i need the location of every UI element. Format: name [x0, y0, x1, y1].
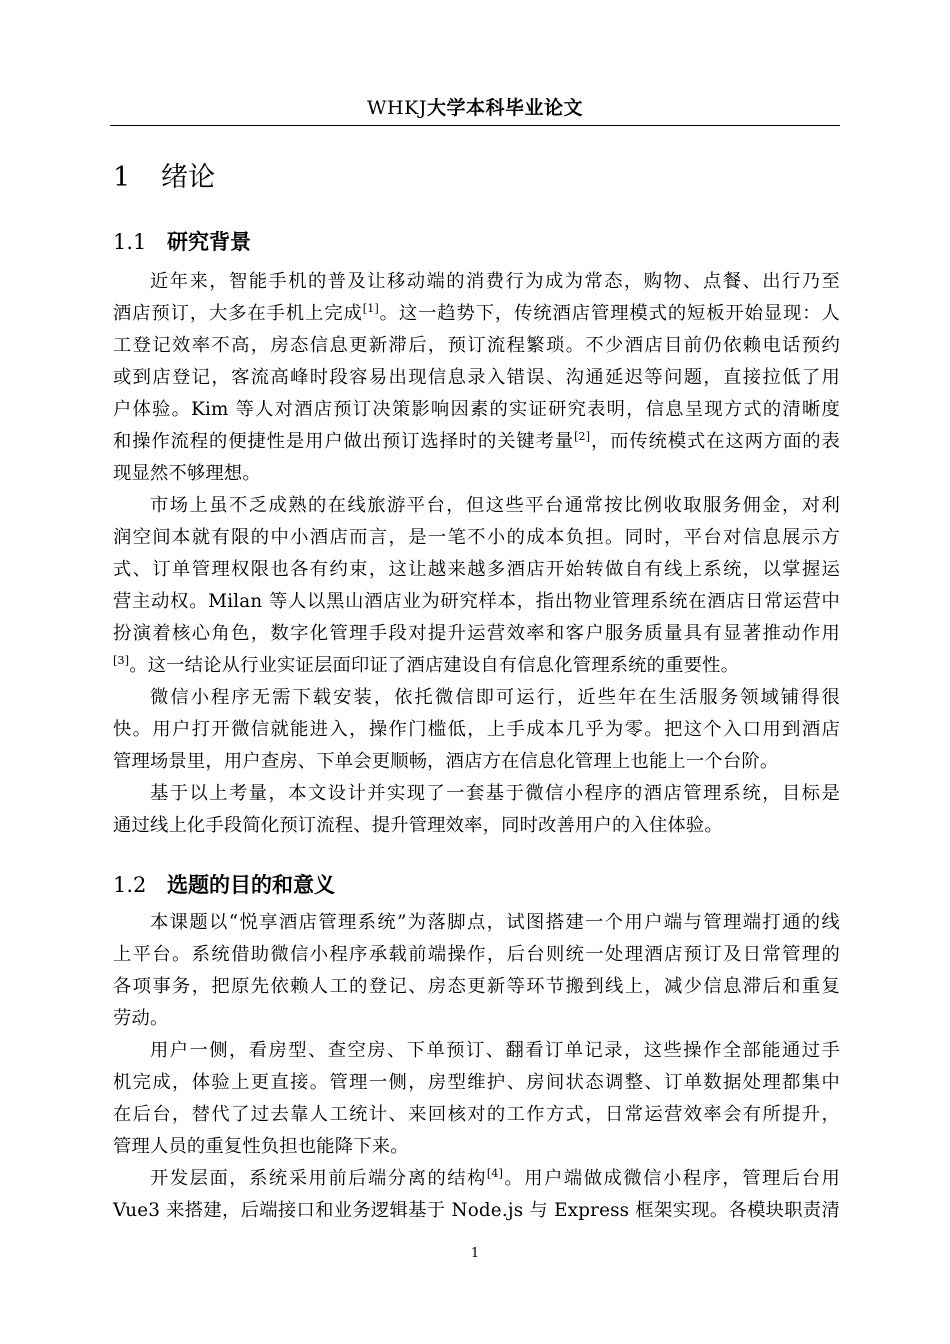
text-run: 现显然不够理想。	[113, 463, 261, 484]
text-line	[113, 618, 840, 650]
text-line	[150, 490, 840, 522]
page-number: 1	[470, 1246, 480, 1261]
text-run: 各项事务，把原先依赖人工的登记、房态更新等环节搬到线上，减少信息滞后和重复	[113, 976, 840, 997]
text-line	[113, 298, 840, 330]
text-line	[113, 1195, 840, 1227]
text-run: 近年来，智能手机的普及让移动端的消费行为成为常态，购物、点餐、出行乃至	[150, 271, 840, 292]
text-line	[113, 810, 840, 842]
text-run: 市场上虽不乏成熟的在线旅游平台，但这些平台通常按比例收取服务佣金，对利	[150, 495, 840, 516]
text-run: 户体验。Kim 等人对酒店预订决策影响因素的实证研究表明，信息呈现方式的清晰度	[113, 399, 840, 420]
text-line	[113, 426, 840, 458]
text-run: 。用户端做成微信小程序，管理后台用	[503, 1168, 840, 1189]
section-number: 1.1	[113, 230, 147, 254]
text-line	[113, 746, 840, 778]
header-cjk: 大学本科毕业论文	[426, 97, 583, 119]
header-latin: WHKJ	[367, 97, 427, 119]
text-run: 营主动权。Milan 等人以黑山酒店业为研究样本，指出物业管理系统在酒店日常运营中	[113, 591, 840, 612]
text-run: 或到店登记，客流高峰时段容易出现信息录入错误、沟通延迟等问题，直接拉低了用	[113, 367, 840, 388]
text-run: 工登记效率不高，房态信息更新滞后，预订流程繁琐。不少酒店目前仍依赖电话预约	[113, 335, 840, 356]
text-line	[113, 1131, 840, 1163]
running-header	[110, 93, 840, 120]
text-run: 和操作流程的便捷性是用户做出预订选择时的关键考量	[113, 431, 575, 452]
text-line	[113, 714, 840, 746]
text-run: 扮演着核心角色，数字化管理手段对提升运营效率和客户服务质量具有显著推动作用	[113, 623, 840, 644]
text-line	[113, 650, 840, 682]
text-line	[113, 362, 840, 394]
text-line	[113, 971, 840, 1003]
text-line	[113, 522, 840, 554]
header-rule	[110, 125, 840, 126]
text-line	[150, 1035, 840, 1067]
chapter-title	[113, 155, 215, 194]
text-line	[113, 1099, 840, 1131]
text-run: 微信小程序无需下载安装，依托微信即可运行，近些年在生活服务领域铺得很	[150, 687, 840, 708]
text-run: 管理人员的重复性负担也能降下来。	[113, 1136, 409, 1157]
text-line	[150, 682, 840, 714]
text-run: 基于以上考量，本文设计并实现了一套基于微信小程序的酒店管理系统，目标是	[150, 783, 840, 804]
section-heading-1-2	[113, 869, 335, 899]
text-run: 。这一结论从行业实证层面印证了酒店建设自有信息化管理系统的重要性。	[129, 655, 740, 676]
text-run: ，而传统模式在这两方面的表	[590, 431, 840, 452]
text-line	[113, 1003, 840, 1035]
citation-ref: [1]	[362, 302, 379, 315]
text-line	[113, 330, 840, 362]
text-line	[113, 394, 840, 426]
text-line	[113, 554, 840, 586]
text-line	[150, 266, 840, 298]
text-run: 用户一侧，看房型、查空房、下单预订、翻看订单记录，这些操作全部能通过手	[150, 1040, 840, 1061]
chapter-number: 1	[113, 162, 131, 193]
text-run: 式、订单管理权限也各有约束，这让越来越多酒店开始转做自有线上系统，以掌握运	[113, 559, 840, 580]
text-run: 快。用户打开微信就能进入，操作门槛低，上手成本几乎为零。把这个入口用到酒店	[113, 719, 840, 740]
text-line	[150, 778, 840, 810]
section-heading-1-1	[113, 226, 251, 256]
text-run: 本课题以“悦享酒店管理系统”为落脚点，试图搭建一个用户端与管理端打通的线	[150, 912, 840, 933]
section-title: 研究背景	[167, 230, 251, 254]
citation-ref: [4]	[486, 1167, 504, 1180]
text-run: 酒店预订，大多在手机上完成	[113, 303, 363, 324]
text-run: 。这一趋势下，传统酒店管理模式的短板开始显现：人	[378, 303, 840, 324]
chapter-title-text: 绪论	[161, 162, 215, 193]
text-run: 管理场景里，用户查房、下单会更顺畅，酒店方在信息化管理上也能上一个台阶。	[113, 751, 779, 772]
text-line	[150, 1163, 840, 1195]
text-run: 开发层面，系统采用前后端分离的结构	[150, 1168, 487, 1189]
text-run: 机完成，体验上更直接。管理一侧，房型维护、房间状态调整、订单数据处理都集中	[113, 1072, 840, 1093]
text-run: 润空间本就有限的中小酒店而言，是一笔不小的成本负担。同时，平台对信息展示方	[113, 527, 840, 548]
text-line	[113, 1067, 840, 1099]
text-run: 在后台，替代了过去靠人工统计、来回核对的工作方式，日常运营效率会有所提升，	[113, 1104, 840, 1125]
text-run: 劳动。	[113, 1008, 169, 1029]
text-run: 通过线上化手段简化预订流程、提升管理效率，同时改善用户的入住体验。	[113, 815, 723, 836]
text-line	[150, 907, 840, 939]
text-run: Vue3 来搭建，后端接口和业务逻辑基于 Node.js 与 Express 框架实现。各模块职责清	[113, 1200, 840, 1221]
citation-ref: [2]	[574, 430, 591, 443]
text-line	[113, 586, 840, 618]
text-line	[113, 939, 840, 971]
citation-ref: [3]	[113, 654, 130, 667]
text-line	[113, 458, 840, 490]
text-run: 上平台。系统借助微信小程序承载前端操作，后台则统一处理酒店预订及日常管理的	[113, 944, 840, 965]
section-number: 1.2	[113, 873, 147, 897]
section-title: 选题的目的和意义	[167, 873, 335, 897]
